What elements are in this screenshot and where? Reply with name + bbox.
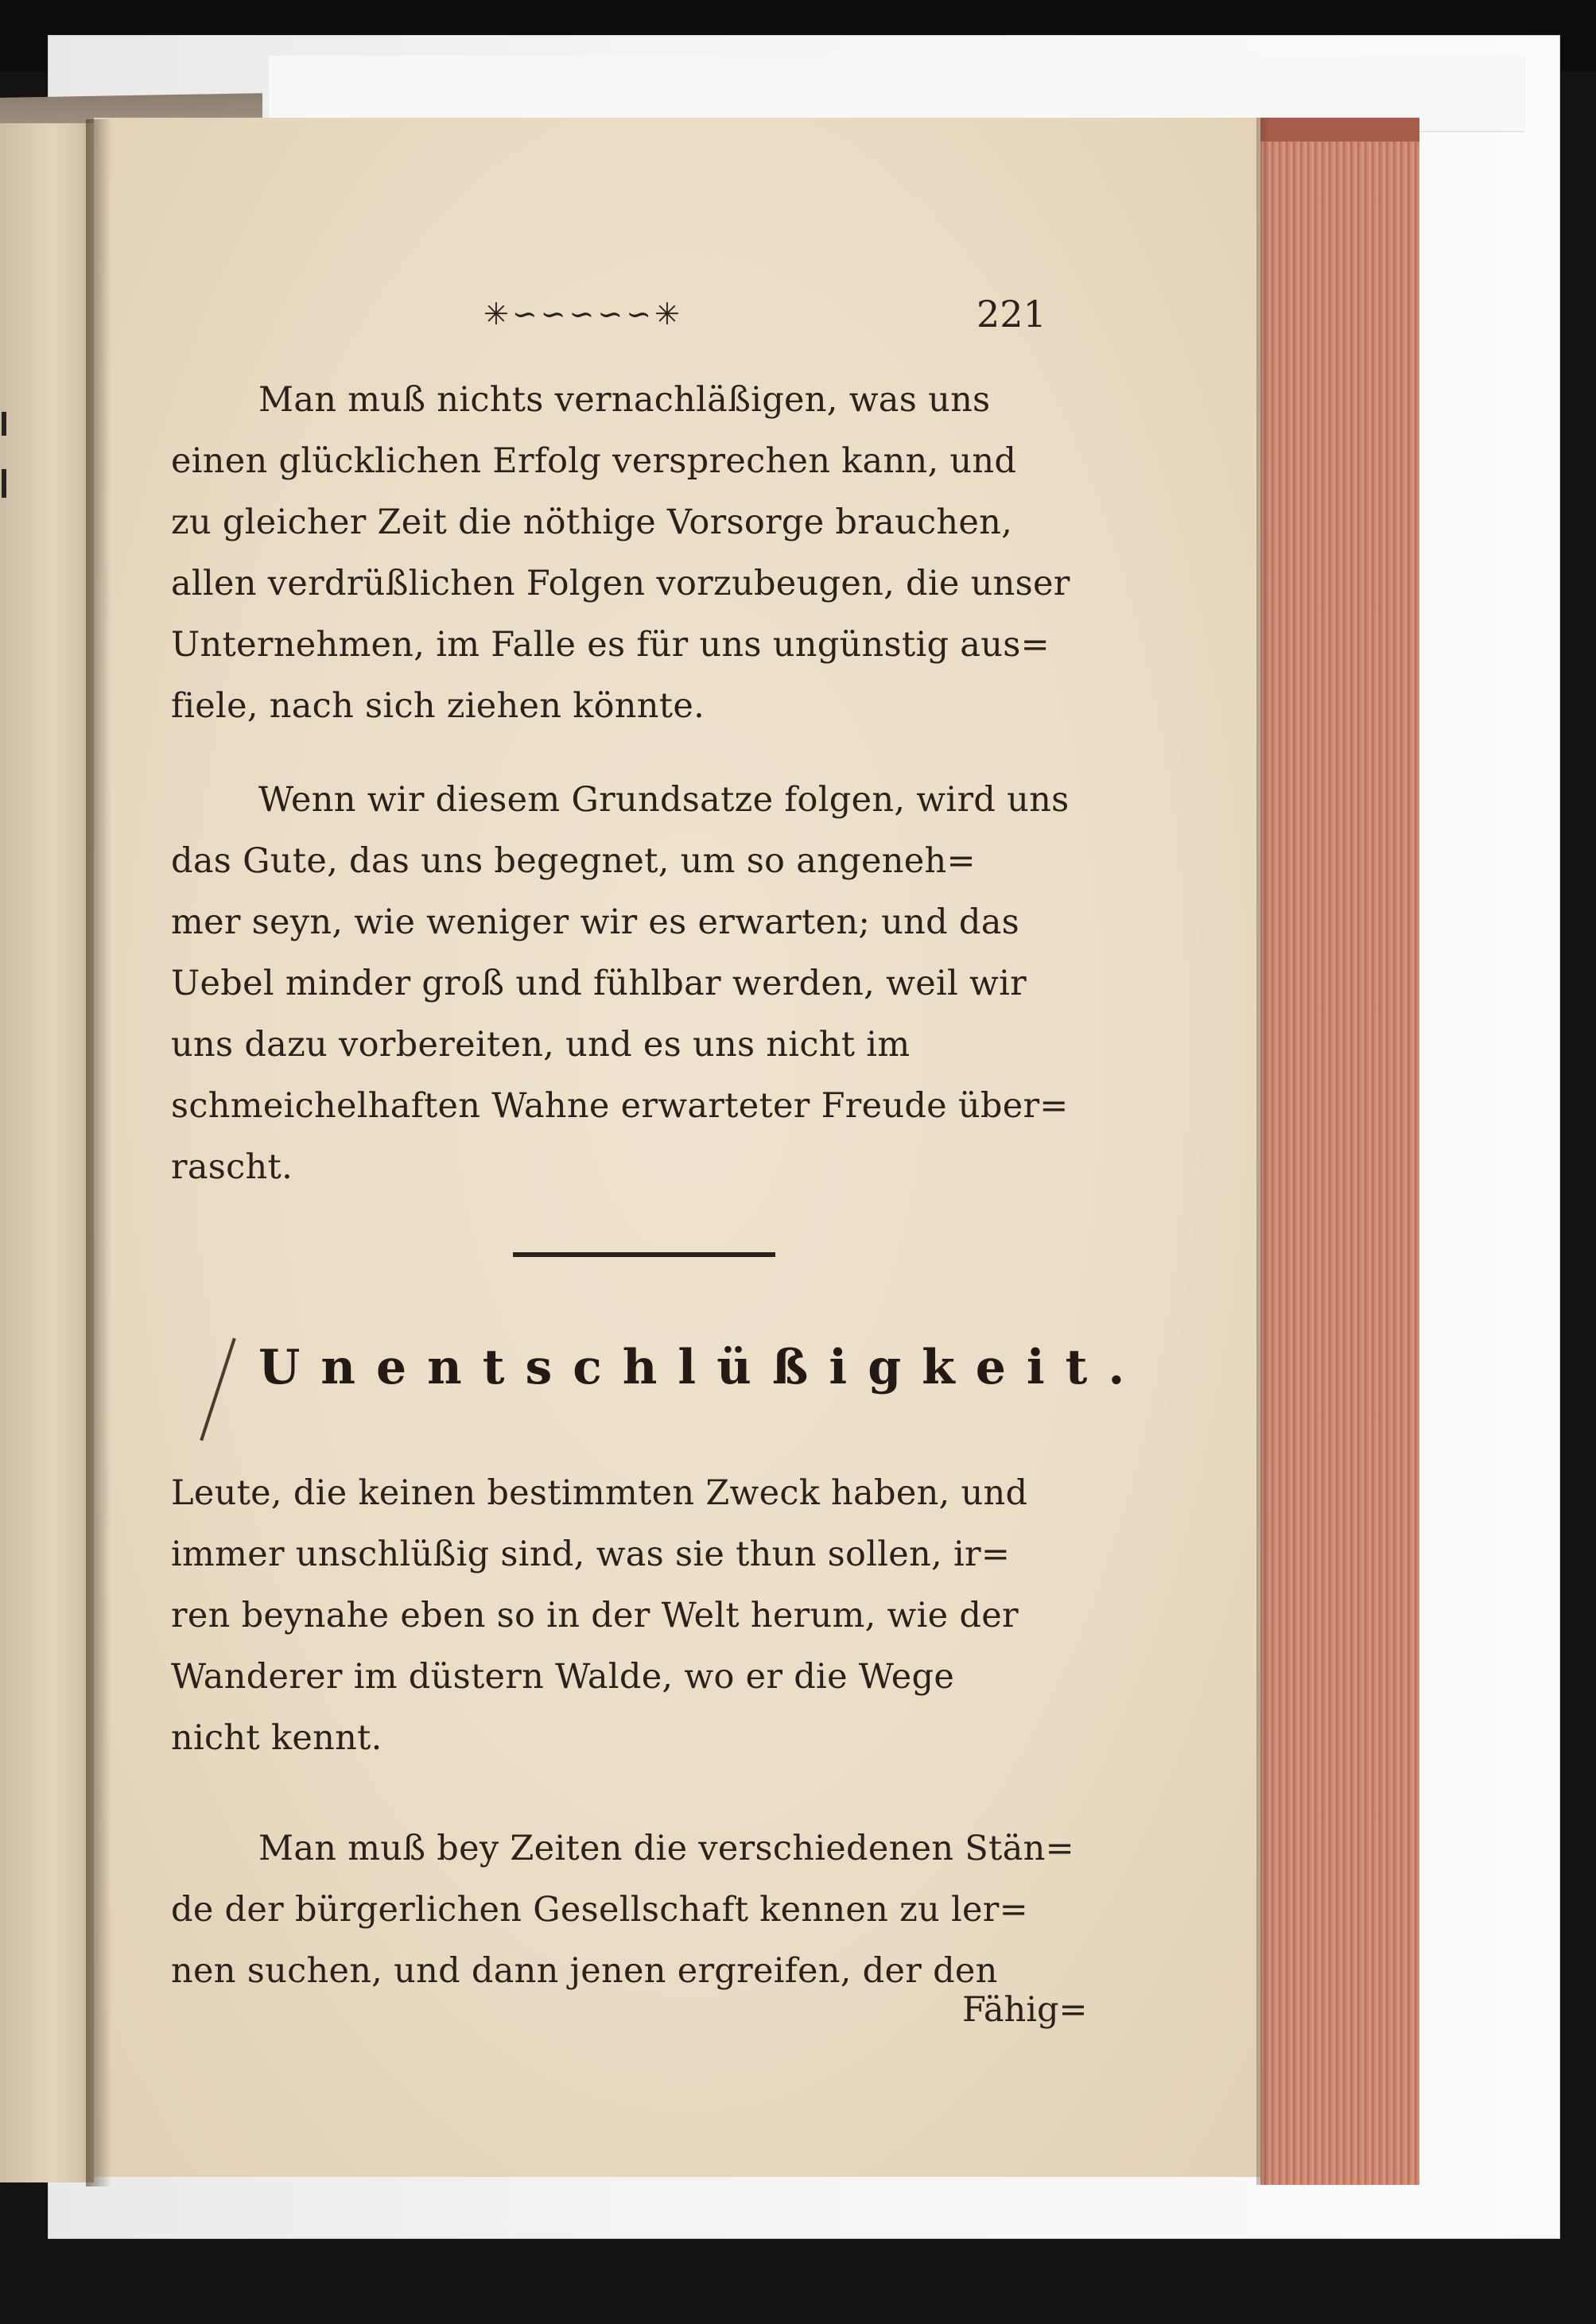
page-edges-shadow	[1256, 118, 1271, 2185]
text-line: allen verdrüßlichen Folgen vorzubeugen, die unser	[171, 564, 1070, 603]
section-divider-rule	[513, 1252, 775, 1257]
left-page-fragment	[2, 469, 6, 498]
paragraph-3	[171, 1463, 1125, 1769]
page-number: 221	[977, 293, 1047, 336]
text-line: das Gute, das uns begegnet, um so angeneh=	[171, 841, 976, 881]
red-page-edges	[1260, 118, 1419, 2185]
text-line: einen glücklichen Erfolg versprechen kann, und	[171, 441, 1017, 481]
left-page	[0, 123, 94, 2182]
text-line: Wenn wir diesem Grundsatze folgen, wird uns	[258, 780, 1070, 820]
paragraph-4	[171, 1818, 1125, 2002]
spine-shadow	[86, 119, 111, 2186]
text-line: Leute, die keinen bestimmten Zweck haben, und	[171, 1473, 1028, 1513]
paragraph-1	[171, 370, 1125, 737]
text-line: de der bürgerlichen Gesellschaft kennen zu ler=	[171, 1890, 1028, 1930]
text-line: zu gleicher Zeit die nöthige Vorsorge brauchen,	[171, 502, 1013, 542]
section-title: Unentschlüßigkeit.	[258, 1340, 1146, 1395]
text-line: schmeichelhaften Wahne erwarteter Freude über=	[171, 1086, 1069, 1126]
paragraph-2	[171, 770, 1125, 1198]
text-line: Uebel minder groß und fühlbar werden, weil wir	[171, 964, 1027, 1003]
text-line: Man muß bey Zeiten die verschiedenen Stän=	[258, 1829, 1074, 1868]
catchword: Fähig=	[962, 1990, 1088, 2030]
text-line: immer unschlüßig sind, was sie thun sollen, ir=	[171, 1534, 1011, 1574]
text-line: nicht kennt.	[171, 1718, 382, 1758]
text-line: fiele, nach sich ziehen könnte.	[171, 686, 705, 726]
left-page-fragment	[2, 412, 6, 436]
text-line: mer seyn, wie weniger wir es erwarten; und das	[171, 902, 1020, 942]
text-line: Man muß nichts vernachläßigen, was uns	[258, 380, 991, 420]
text-line: Unternehmen, im Falle es für uns ungünstig aus=	[171, 625, 1050, 665]
text-line: Wanderer im düstern Walde, wo er die Wege	[171, 1657, 955, 1697]
text-line: ren beynahe eben so in der Welt herum, wie der	[171, 1596, 1019, 1635]
header-ornament: ✳∽∽∽∽∽✳	[483, 297, 683, 332]
page-edges-top	[1260, 118, 1419, 142]
text-line: rascht.	[171, 1147, 293, 1187]
text-line: uns dazu vorbereiten, und es uns nicht im	[171, 1025, 911, 1065]
text-line: nen suchen, und dann jenen ergreifen, der den	[171, 1951, 998, 1991]
running-header	[483, 290, 1104, 338]
